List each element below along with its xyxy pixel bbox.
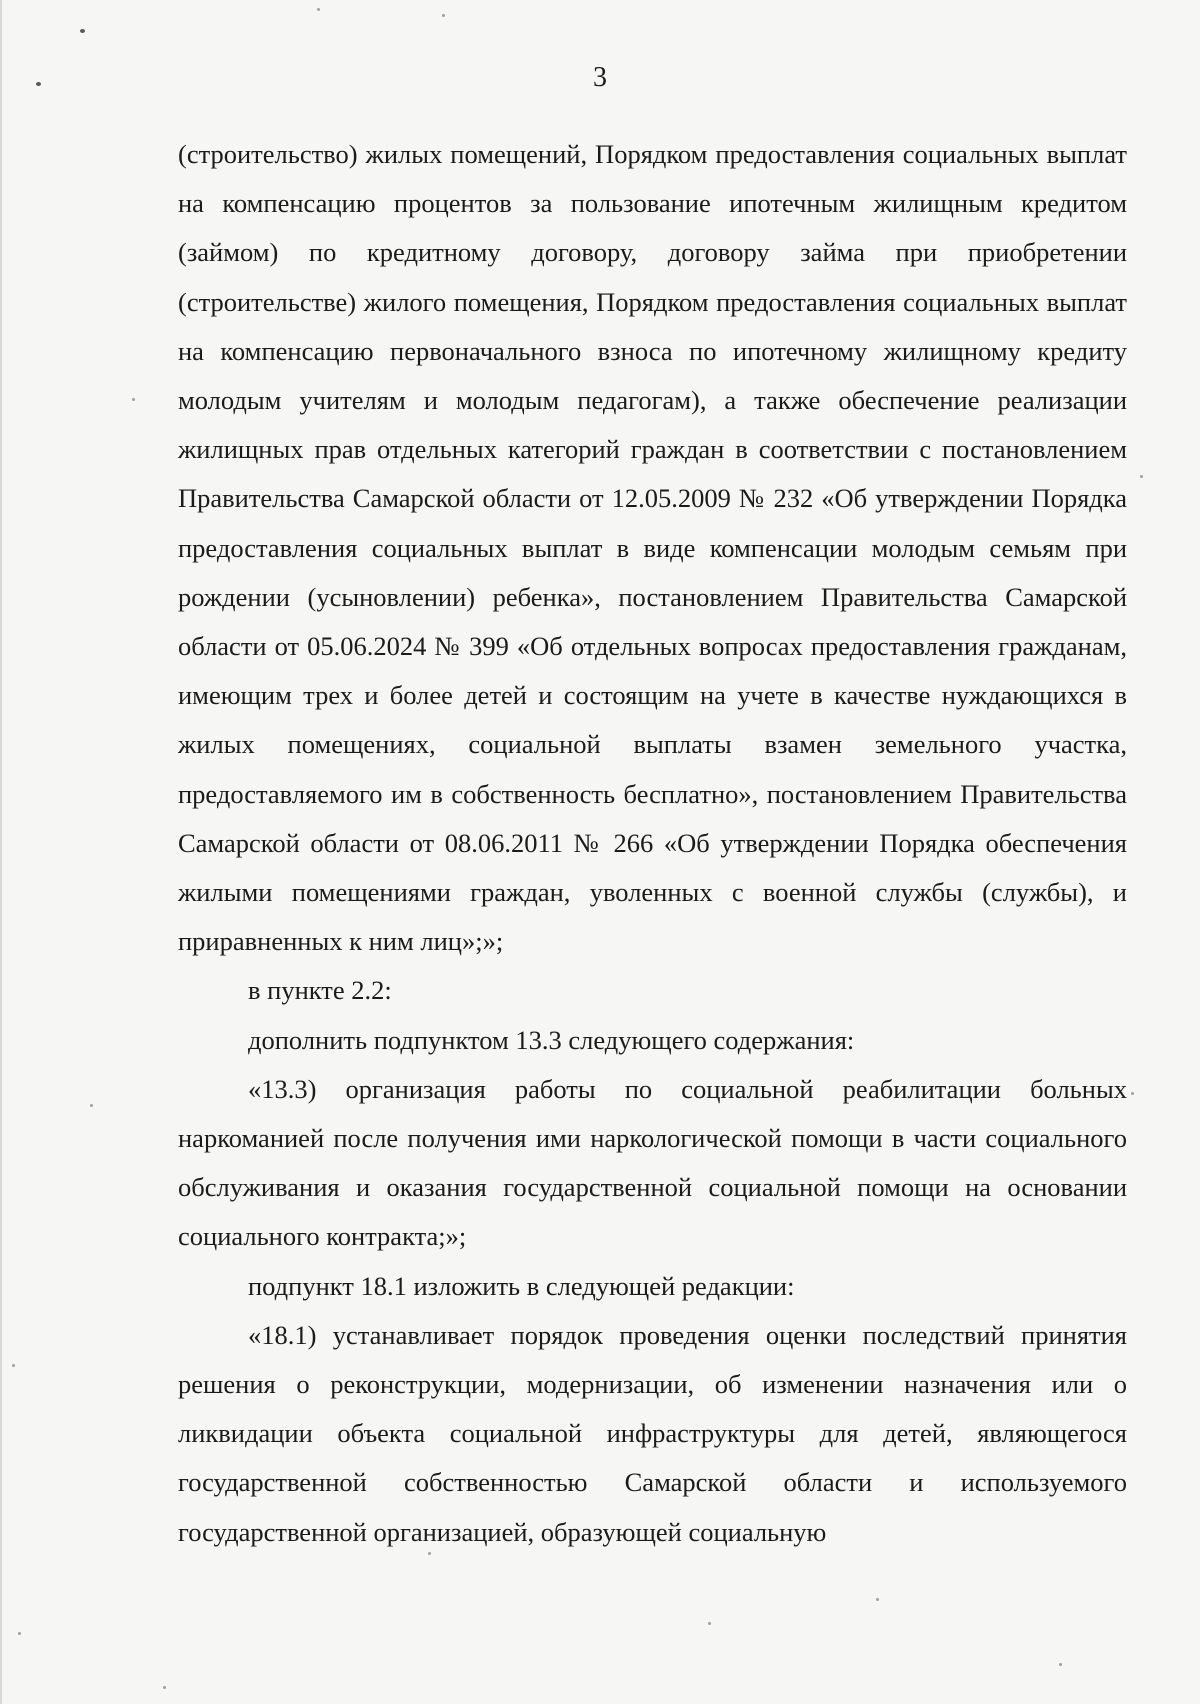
scan-edge <box>0 0 2 1704</box>
scan-speck <box>442 14 445 17</box>
scan-speck <box>80 29 85 33</box>
scan-speck <box>18 1632 21 1635</box>
scan-speck <box>708 1622 711 1625</box>
scan-speck <box>876 1598 879 1601</box>
paragraph-point-2-2: в пункте 2.2: <box>248 975 392 1006</box>
paragraph-add-subpoint: дополнить подпунктом 13.3 следующего содержания: <box>248 1024 855 1055</box>
scan-speck <box>36 82 41 86</box>
page-number: 3 <box>593 62 607 93</box>
scan-speck <box>1131 1092 1134 1095</box>
scan-speck <box>317 8 320 11</box>
paragraph-subpoint-18-1-heading: подпункт 18.1 изложить в следующей редакции: <box>248 1270 795 1301</box>
scan-speck <box>1059 1663 1062 1666</box>
scan-speck <box>1140 475 1143 478</box>
scan-speck <box>428 1552 431 1555</box>
scan-speck <box>12 1364 15 1367</box>
scan-speck <box>132 398 135 401</box>
paragraph-continuation: (строительство) жилых помещений, Порядком предоставления социальных выплат на компенсацию процентов за пользование ипотечным жилищным кредитом (займом) по кредитному договору, договору займа при приобретении (строительстве) жилого помещения, Порядком предоставления социальных выплат на компенсацию первоначального взноса по ипотечному жилищному кредиту молодым учителям и молодым педагогам), а также обеспечение реализации жилищных прав отдельных категорий граждан в соответствии с постановлением Правительства Самарской области от 12.05.2009 № 232 «Об утверждении Порядка предоставления социальных выплат в виде компенсации молодым семьям при рождении (усыновлении) ребенка», постановлением Правительства Самарской области от 05.06.2024 № 399 «Об отдельных вопросах предоставления гражданам, имеющим трех и более детей и состоящим на учете в качестве нуждающихся в жилых помещениях, социальной выплаты взамен земельного участка, предоставляемого им в собственность бесплатно», постановлением Правительства Самарской области от 08.06.2011 № 266 «Об утверждении Порядка обеспечения жилыми помещениями граждан, уволенных с военной службы (службы), и приравненных к ним лиц»;»; <box>178 139 1127 957</box>
paragraph-subpoint-18-1-text: «18.1) устанавливает порядок проведения оценки последствий принятия решения о реконструкции, модернизации, об изменении назначения или о ликвидации объекта социальной инфраструктуры для детей, являющегося государственной собственностью Самарской области и используемого государственной организацией, образующей социальную <box>178 1319 1127 1547</box>
scan-speck <box>163 1686 166 1689</box>
scan-speck <box>90 1104 93 1107</box>
paragraph-subpoint-13-3: «13.3) организация работы по социальной реабилитации больных наркоманией после получения ими наркологической помощи в части социального обслуживания и оказания государственной социальной помощи на основании социального контракта;»; <box>178 1073 1127 1252</box>
document-body <box>178 130 1127 1557</box>
